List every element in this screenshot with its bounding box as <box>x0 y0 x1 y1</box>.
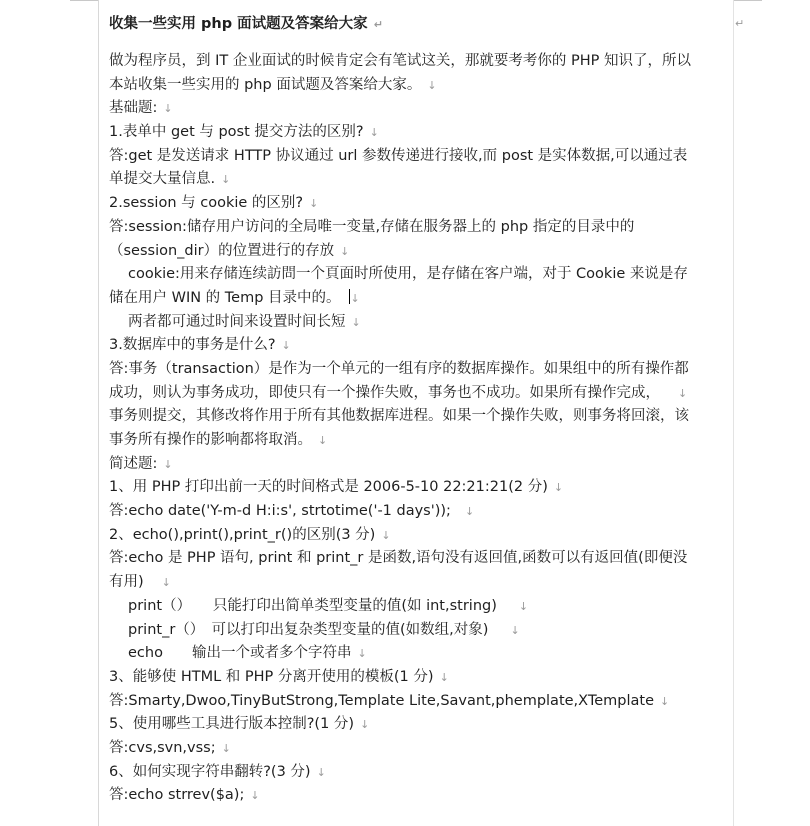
text-line: 做为程序员，到 IT 企业面试的时候肯定会有笔试这关，那就要考考你的 PHP 知识了，所以 <box>109 53 691 69</box>
page-corner-mark-right <box>734 0 762 1</box>
answer: 答:事务（transaction）是作为一个单元的一组有序的数据库操作。如果组中的所有操作都 <box>109 360 689 377</box>
question: 2、echo(),print(),print_r()的区别(3 分) ↓ <box>109 526 391 543</box>
question: 5、使用哪些工具进行版本控制?(1 分) ↓ <box>109 716 370 733</box>
page-margin-left <box>98 0 99 826</box>
answer: 成功，则认为事务成功，即使只有一个操作失败，事务也不成功。如果所有操作完成， ↓ <box>109 384 688 401</box>
paragraph-mark: ↵ <box>373 18 383 31</box>
document-body[interactable] <box>109 12 731 808</box>
answer: print（） 只能打印出简单类型变量的值(如 int,string) ↓ <box>128 597 529 614</box>
question: 3.数据库中的事务是什么? ↓ <box>109 337 291 354</box>
answer: 答:Smarty,Dwoo,TinyButStrong,Template Lite,Savant,phemplate,XTemplate ↓ <box>109 692 670 709</box>
title-paragraph-mark: ↵ <box>735 17 745 30</box>
question: 1、用 PHP 打印出前一天的时间格式是 2006-5-10 22:21:21(2 分) ↓ <box>109 479 564 496</box>
answer: cookie:用来存储连续訪問一个頁面时所使用，是存储在客户端，对于 Cookie 来说是存 <box>128 266 688 283</box>
question: 3、能够使 HTML 和 PHP 分离开使用的模板(1 分) ↓ <box>109 668 449 685</box>
answer: 答:cvs,svn,vss; ↓ <box>109 739 231 756</box>
answer: 储在用户 WIN 的 Temp 目录中的。 ↓ <box>109 289 360 306</box>
answer: 答:echo strrev($a); ↓ <box>109 787 260 804</box>
section-heading: 简述题: ↓ <box>109 455 173 472</box>
question: 2.session 与 cookie 的区别? ↓ <box>109 195 319 212</box>
answer: 答:get 是发送请求 HTTP 协议通过 url 参数传递进行接收,而 post 是实体数据,可以通过表 <box>109 147 688 164</box>
text-line: 本站收集一些实用的 php 面试题及答案给大家。 ↓ <box>109 76 437 93</box>
page-margin-right <box>733 0 734 826</box>
question: 6、如何实现字符串翻转?(3 分) ↓ <box>109 763 326 780</box>
answer: 事务所有操作的影响都将取消。 ↓ <box>109 432 328 448</box>
answer: 事务则提交，其修改将作用于所有其他数据库进程。如果一个操作失败，则事务将回滚，该 <box>109 408 689 425</box>
page-corner-mark-left <box>70 0 98 1</box>
text-cursor <box>349 289 350 304</box>
document-title: 收集一些实用 php 面试题及答案给大家 ↵ <box>109 16 383 32</box>
answer: （session_dir）的位置进行的存放 ↓ <box>109 242 350 259</box>
question: 1.表单中 get 与 post 提交方法的区别? ↓ <box>109 124 379 141</box>
answer: 答:echo 是 PHP 语句, print 和 print_r 是函数,语句没有返回值,函数可以有返回值(即便没 <box>109 550 688 567</box>
answer: 答:echo date('Y-m-d H:i:s', strtotime('-1 days')); ↓ <box>109 503 475 520</box>
answer: echo 输出一个或者多个字符串 ↓ <box>128 645 367 662</box>
answer: 答:session:储存用户访问的全局唯一变量,存储在服务器上的 php 指定的目录中的 <box>109 218 635 235</box>
section-heading: 基础题: ↓ <box>109 100 173 117</box>
answer: print_r（） 可以打印出复杂类型变量的值(如数组,对象) ↓ <box>128 621 520 638</box>
answer: 单提交大量信息. ↓ <box>109 171 231 188</box>
answer: 有用) ↓ <box>109 574 171 591</box>
answer: 两者都可通过时间来设置时间长短 ↓ <box>128 313 361 330</box>
